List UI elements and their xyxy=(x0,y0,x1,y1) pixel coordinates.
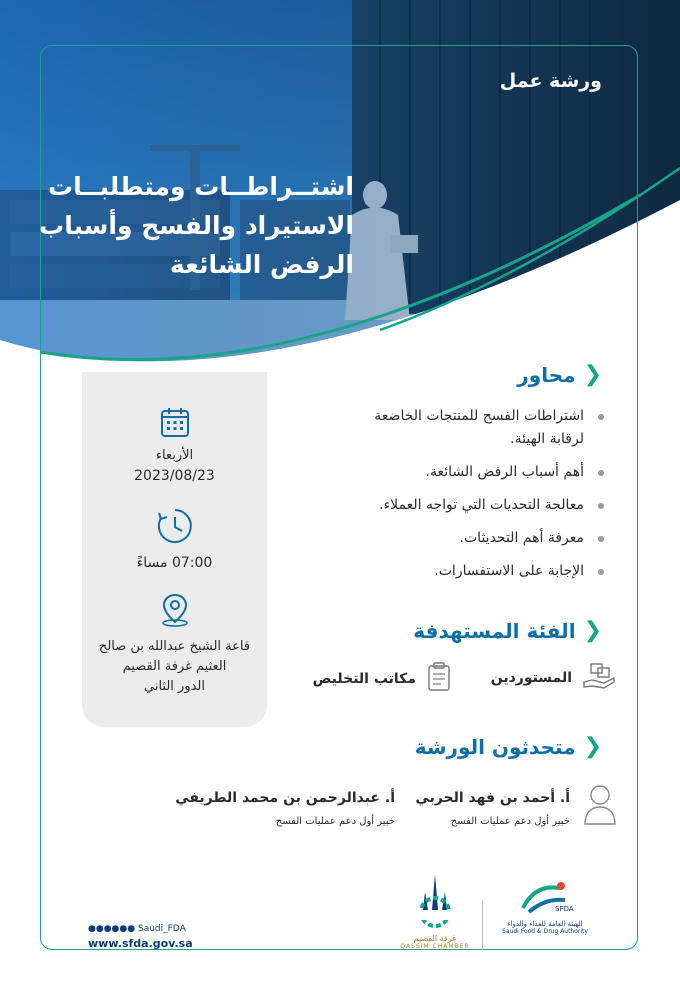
speaker-name: أ. أحمد بن فهد الحربي xyxy=(415,790,570,806)
chevron-icon: ❮ xyxy=(583,734,602,759)
chevron-icon: ❮ xyxy=(583,618,602,643)
page-title xyxy=(39,168,354,284)
title-line: اشتــراطــات ومتطلبــات xyxy=(47,172,354,201)
speaker-card xyxy=(175,790,395,827)
list-item: معالجة التحديات التي تواجه العملاء. xyxy=(336,494,606,517)
audience-label: المستوردين xyxy=(490,670,572,686)
speakers-title: متحدثون الورشة xyxy=(414,734,576,759)
location-pin-icon xyxy=(157,592,193,632)
location-line: العثيم غرفة القصيم xyxy=(122,659,227,674)
event-location xyxy=(82,637,267,697)
footer-contact xyxy=(88,924,193,950)
audience-clearance xyxy=(313,662,452,696)
social-icons: ●●●●●● xyxy=(88,924,138,934)
speaker-card xyxy=(415,790,570,827)
qassim-name-ar: غرفة القصيم xyxy=(413,934,457,943)
event-info-card xyxy=(82,372,267,727)
boxes-hand-icon xyxy=(582,662,616,694)
list-item: الإجابة على الاستفسارات. xyxy=(336,560,606,583)
title-line: الرفض الشائعة xyxy=(169,249,354,279)
speaker-role: خبير أول دعم عمليات الفسح xyxy=(450,816,570,827)
speakers-heading xyxy=(415,734,602,759)
audience-title: الفئة المستهدفة xyxy=(413,618,576,643)
qassim-chamber-logo xyxy=(400,870,470,950)
event-type-label: ورشة عمل xyxy=(499,70,602,92)
event-time: 07:00 مساءً xyxy=(136,555,213,571)
chevron-icon: ❮ xyxy=(583,362,602,387)
speaker-name: أ. عبدالرحمن بن محمد الطريفي xyxy=(175,790,395,806)
audience-importers xyxy=(491,662,616,694)
qassim-logo-mark xyxy=(405,870,465,930)
event-date: 2023/08/23 xyxy=(134,468,215,484)
title-line: الاستيراد والفسح وأسباب xyxy=(39,210,354,240)
location-line: الدور الثاني xyxy=(144,679,205,694)
list-item: معرفة أهم التحديثات. xyxy=(336,527,606,550)
sfda-name-ar: الهيئة العامة للغذاء والدواء xyxy=(507,920,583,928)
sfda-logo-mark xyxy=(515,878,575,916)
audience-label: مكاتب التخليص xyxy=(312,671,416,687)
sfda-logo xyxy=(490,878,600,935)
person-avatar-icon xyxy=(582,782,618,830)
audience-heading xyxy=(413,618,602,643)
logo-divider xyxy=(482,900,483,950)
website-link[interactable]: www.sfda.gov.sa xyxy=(88,937,193,950)
axes-title: محاور xyxy=(517,362,576,387)
speaker-role: خبير أول دعم عمليات الفسح xyxy=(275,816,395,827)
axes-list xyxy=(336,405,606,593)
clock-icon xyxy=(156,507,194,549)
calendar-icon xyxy=(160,406,190,442)
sfda-mark-text: SFDA xyxy=(555,905,574,913)
qassim-name-en: QASSIM CHAMBER xyxy=(400,943,470,950)
event-day: الأربعاء xyxy=(155,448,194,463)
social-handle xyxy=(88,924,193,934)
sfda-name-en: Saudi Food & Drug Authority xyxy=(502,928,588,935)
list-item: أهم أسباب الرفض الشائعة. xyxy=(336,461,606,484)
clipboard-icon xyxy=(426,662,452,696)
social-text: Saudi_FDA xyxy=(137,924,186,934)
list-item: اشتراطات الفسح للمنتجات الخاضعة لرقابة الهيئة. xyxy=(336,405,606,451)
location-line: قاعة الشيخ عبدالله بن صالح xyxy=(98,639,251,654)
axes-heading xyxy=(517,362,602,387)
